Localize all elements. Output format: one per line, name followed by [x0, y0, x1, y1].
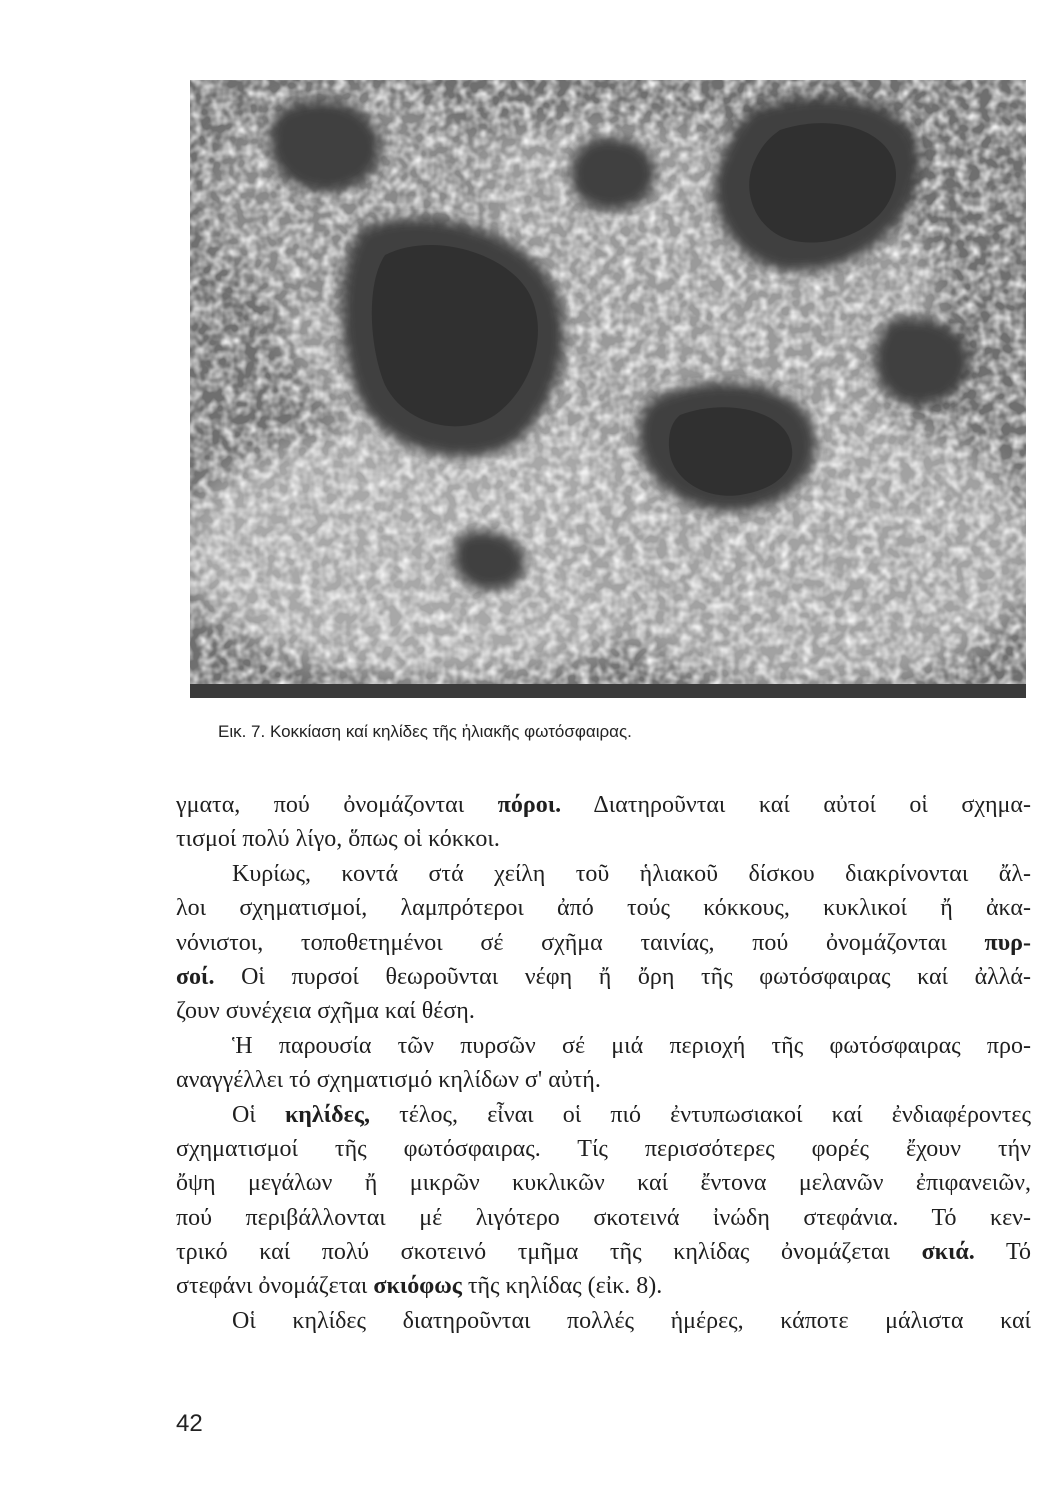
text-line: Ἡ παρουσία τῶν πυρσῶν σέ μιά περιοχή τῆς φωτόσφαιρας προ-	[232, 1032, 1031, 1059]
figure-caption: Εικ. 7. Κοκκίαση καί κηλίδες τῆς ἡλιακῆς φωτόσφαιρας.	[218, 722, 632, 741]
text-line	[176, 1235, 1031, 1269]
text-line	[176, 1269, 1031, 1303]
text-run: στεφάνι ὀνομάζεται	[176, 1273, 374, 1300]
text-line: πού περιβάλλονται μέ λιγότερο σκοτεινά ἰνώδη στεφάνια. Τό κεν-	[176, 1204, 1031, 1231]
text-line: αναγγέλλει τό σχηματισμό κηλίδων σ' αὐτή.	[176, 1067, 601, 1094]
text-run: τέλος, εἶναι οἱ πιό ἐντυπωσιακοί καί ἐνδιαφέροντες	[370, 1101, 1032, 1128]
text-line	[176, 926, 1031, 960]
body-text	[176, 788, 1031, 1338]
text-run: νόνιστοι, τοποθετημένοι σέ σχῆμα ταινίας, πού ὀνομάζονται	[176, 929, 985, 956]
text-run: Τό	[974, 1239, 1032, 1266]
text-line	[176, 1098, 1031, 1132]
text-run: γματα, πού ὀνομάζονται	[176, 792, 498, 818]
term-kilides: κηλίδες,	[284, 1101, 370, 1128]
text-run: τῆς κηλίδας (εἰκ. 8).	[461, 1273, 663, 1300]
text-line: λοι σχηματισμοί, λαμπρότεροι ἀπό τούς κόκκους, κυκλικοί ἤ ἀκα-	[176, 895, 1031, 922]
text-line: ὄψη μεγάλων ἤ μικρῶν κυκλικῶν καί ἔντονα μελανῶν ἐπιφανειῶν,	[176, 1170, 1031, 1197]
text-line: τισμοί πολύ λίγο, ὅπως οἱ κόκκοι.	[176, 826, 500, 853]
term-poroi: πόροι.	[497, 792, 562, 818]
text-run: Οἱ	[232, 1101, 285, 1128]
term-pyrsoi-part2: σοί.	[176, 963, 215, 990]
text-line: Κυρίως, κοντά στά χείλη τοῦ ἡλιακοῦ δίσκου διακρίνονται ἄλ-	[232, 860, 1031, 887]
text-line	[176, 960, 1031, 994]
text-line: σχηματισμοί τῆς φωτόσφαιρας. Τίς περισσότερες φορές ἔχουν τήν	[176, 1135, 1031, 1162]
text-run: τρικό καί πολύ σκοτεινό τμῆμα τῆς κηλίδας ὀνομάζεται	[176, 1239, 922, 1266]
text-line: ζουν συνέχεια σχῆμα καί θέση.	[176, 998, 475, 1025]
term-skia: σκιά.	[921, 1239, 975, 1266]
page-number: 42	[176, 1410, 203, 1437]
term-skiofos: σκιόφως	[373, 1273, 462, 1300]
term-pyrsoi-part1: πυρ-	[984, 929, 1031, 956]
solar-photosphere-photo	[190, 80, 1026, 698]
text-line	[176, 788, 1031, 822]
text-line: Οἱ κηλίδες διατηροῦνται πολλές ἡμέρες, κάποτε μάλιστα καί	[232, 1307, 1031, 1334]
text-run: Διατηροῦνται καί αὐτοί οἱ σχημα-	[561, 792, 1031, 818]
text-run: Οἱ πυρσοί θεωροῦνται νέφη ἤ ὄρη τῆς φωτόσφαιρας καί ἀλλά-	[214, 963, 1031, 990]
